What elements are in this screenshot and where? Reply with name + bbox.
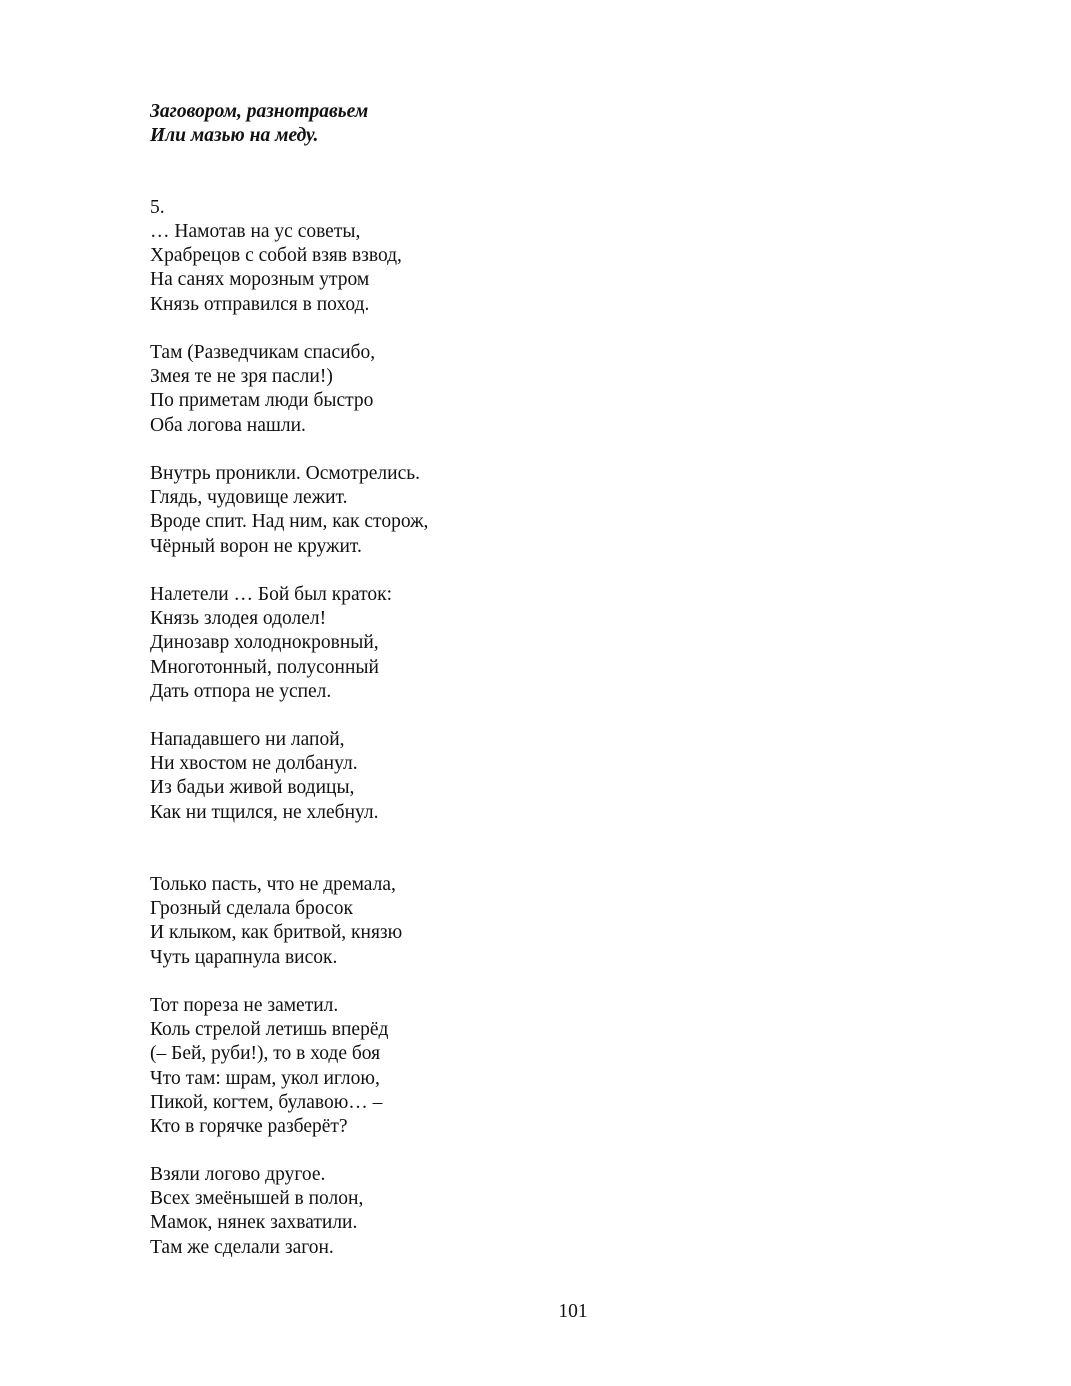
poem-line: Там же сделали загон. <box>150 1236 334 1258</box>
poem-line: (– Бей, руби!), то в ходе боя <box>150 1043 381 1065</box>
poem-line: И клыком, как бритвой, князю <box>150 922 403 944</box>
poem-line: Князь отправился в поход. <box>150 293 370 315</box>
poem-line: На санях морозным утром <box>150 269 370 291</box>
poem-line: Как ни тщился, не хлебнул. <box>150 801 379 823</box>
stanza <box>150 220 402 317</box>
poem-line: Пикой, когтем, булавою… – <box>150 1091 383 1113</box>
intro-line: Заговором, разнотравьем <box>150 101 369 122</box>
stanza <box>150 1163 363 1260</box>
stanza <box>150 583 392 704</box>
poem-line: … Намотав на ус советы, <box>150 221 361 242</box>
poem-line: Из бадьи живой водицы, <box>150 777 355 799</box>
poem-line: Только пасть, что не дремала, <box>150 874 396 895</box>
poem-line: Чуть царапнула висок. <box>150 946 338 968</box>
intro-stanza <box>150 100 368 148</box>
poem-line: Оба логова нашли. <box>150 414 306 436</box>
stanza <box>150 873 402 970</box>
poem-line: Коль стрелой летишь вперёд <box>150 1019 389 1041</box>
poem-line: Нападавшего ни лапой, <box>150 729 345 750</box>
stanza <box>150 341 375 438</box>
poem-line: Чёрный ворон не кружит. <box>150 535 362 557</box>
page-number: 101 <box>558 1301 588 1322</box>
section-number <box>150 196 165 220</box>
stanza <box>150 728 379 825</box>
poem-line: Всех змеёнышей в полон, <box>150 1188 364 1210</box>
poem-line: Храбрецов с собой взяв взвод, <box>150 245 402 267</box>
poem-line: Налетели … Бой был краток: <box>150 584 393 605</box>
stanza <box>150 462 428 559</box>
poem-line: Грозный сделала бросок <box>150 898 353 920</box>
poem-line: Дать отпора не успел. <box>150 680 332 702</box>
section-number-text: 5. <box>150 197 165 218</box>
poem-line: Ни хвостом не долбанул. <box>150 753 358 775</box>
poem-line: Глядь, чудовище лежит. <box>150 487 348 509</box>
poem-line: Там (Разведчикам спасибо, <box>150 342 376 363</box>
poem-line: Взяли логово другое. <box>150 1164 326 1185</box>
poem-line: Тот пореза не заметил. <box>150 995 339 1016</box>
poem-line: По приметам люди быстро <box>150 390 374 412</box>
poem-line: Кто в горячке разберёт? <box>150 1115 348 1137</box>
poem-line: Мамок, нянек захватили. <box>150 1212 358 1234</box>
intro-line: Или мазью на меду. <box>150 125 319 147</box>
poem-line: Вроде спит. Над ним, как сторож, <box>150 511 429 533</box>
poem-line: Многотонный, полусонный <box>150 656 379 678</box>
poem-line: Внутрь проникли. Осмотрелись. <box>150 463 420 484</box>
poem-line: Князь злодея одолел! <box>150 608 327 630</box>
poem-line: Змея те не зря пасли!) <box>150 366 333 388</box>
poem-line: Что там: шрам, укол иглою, <box>150 1067 380 1089</box>
stanza <box>150 994 388 1139</box>
poem-line: Динозавр холоднокровный, <box>150 632 379 654</box>
